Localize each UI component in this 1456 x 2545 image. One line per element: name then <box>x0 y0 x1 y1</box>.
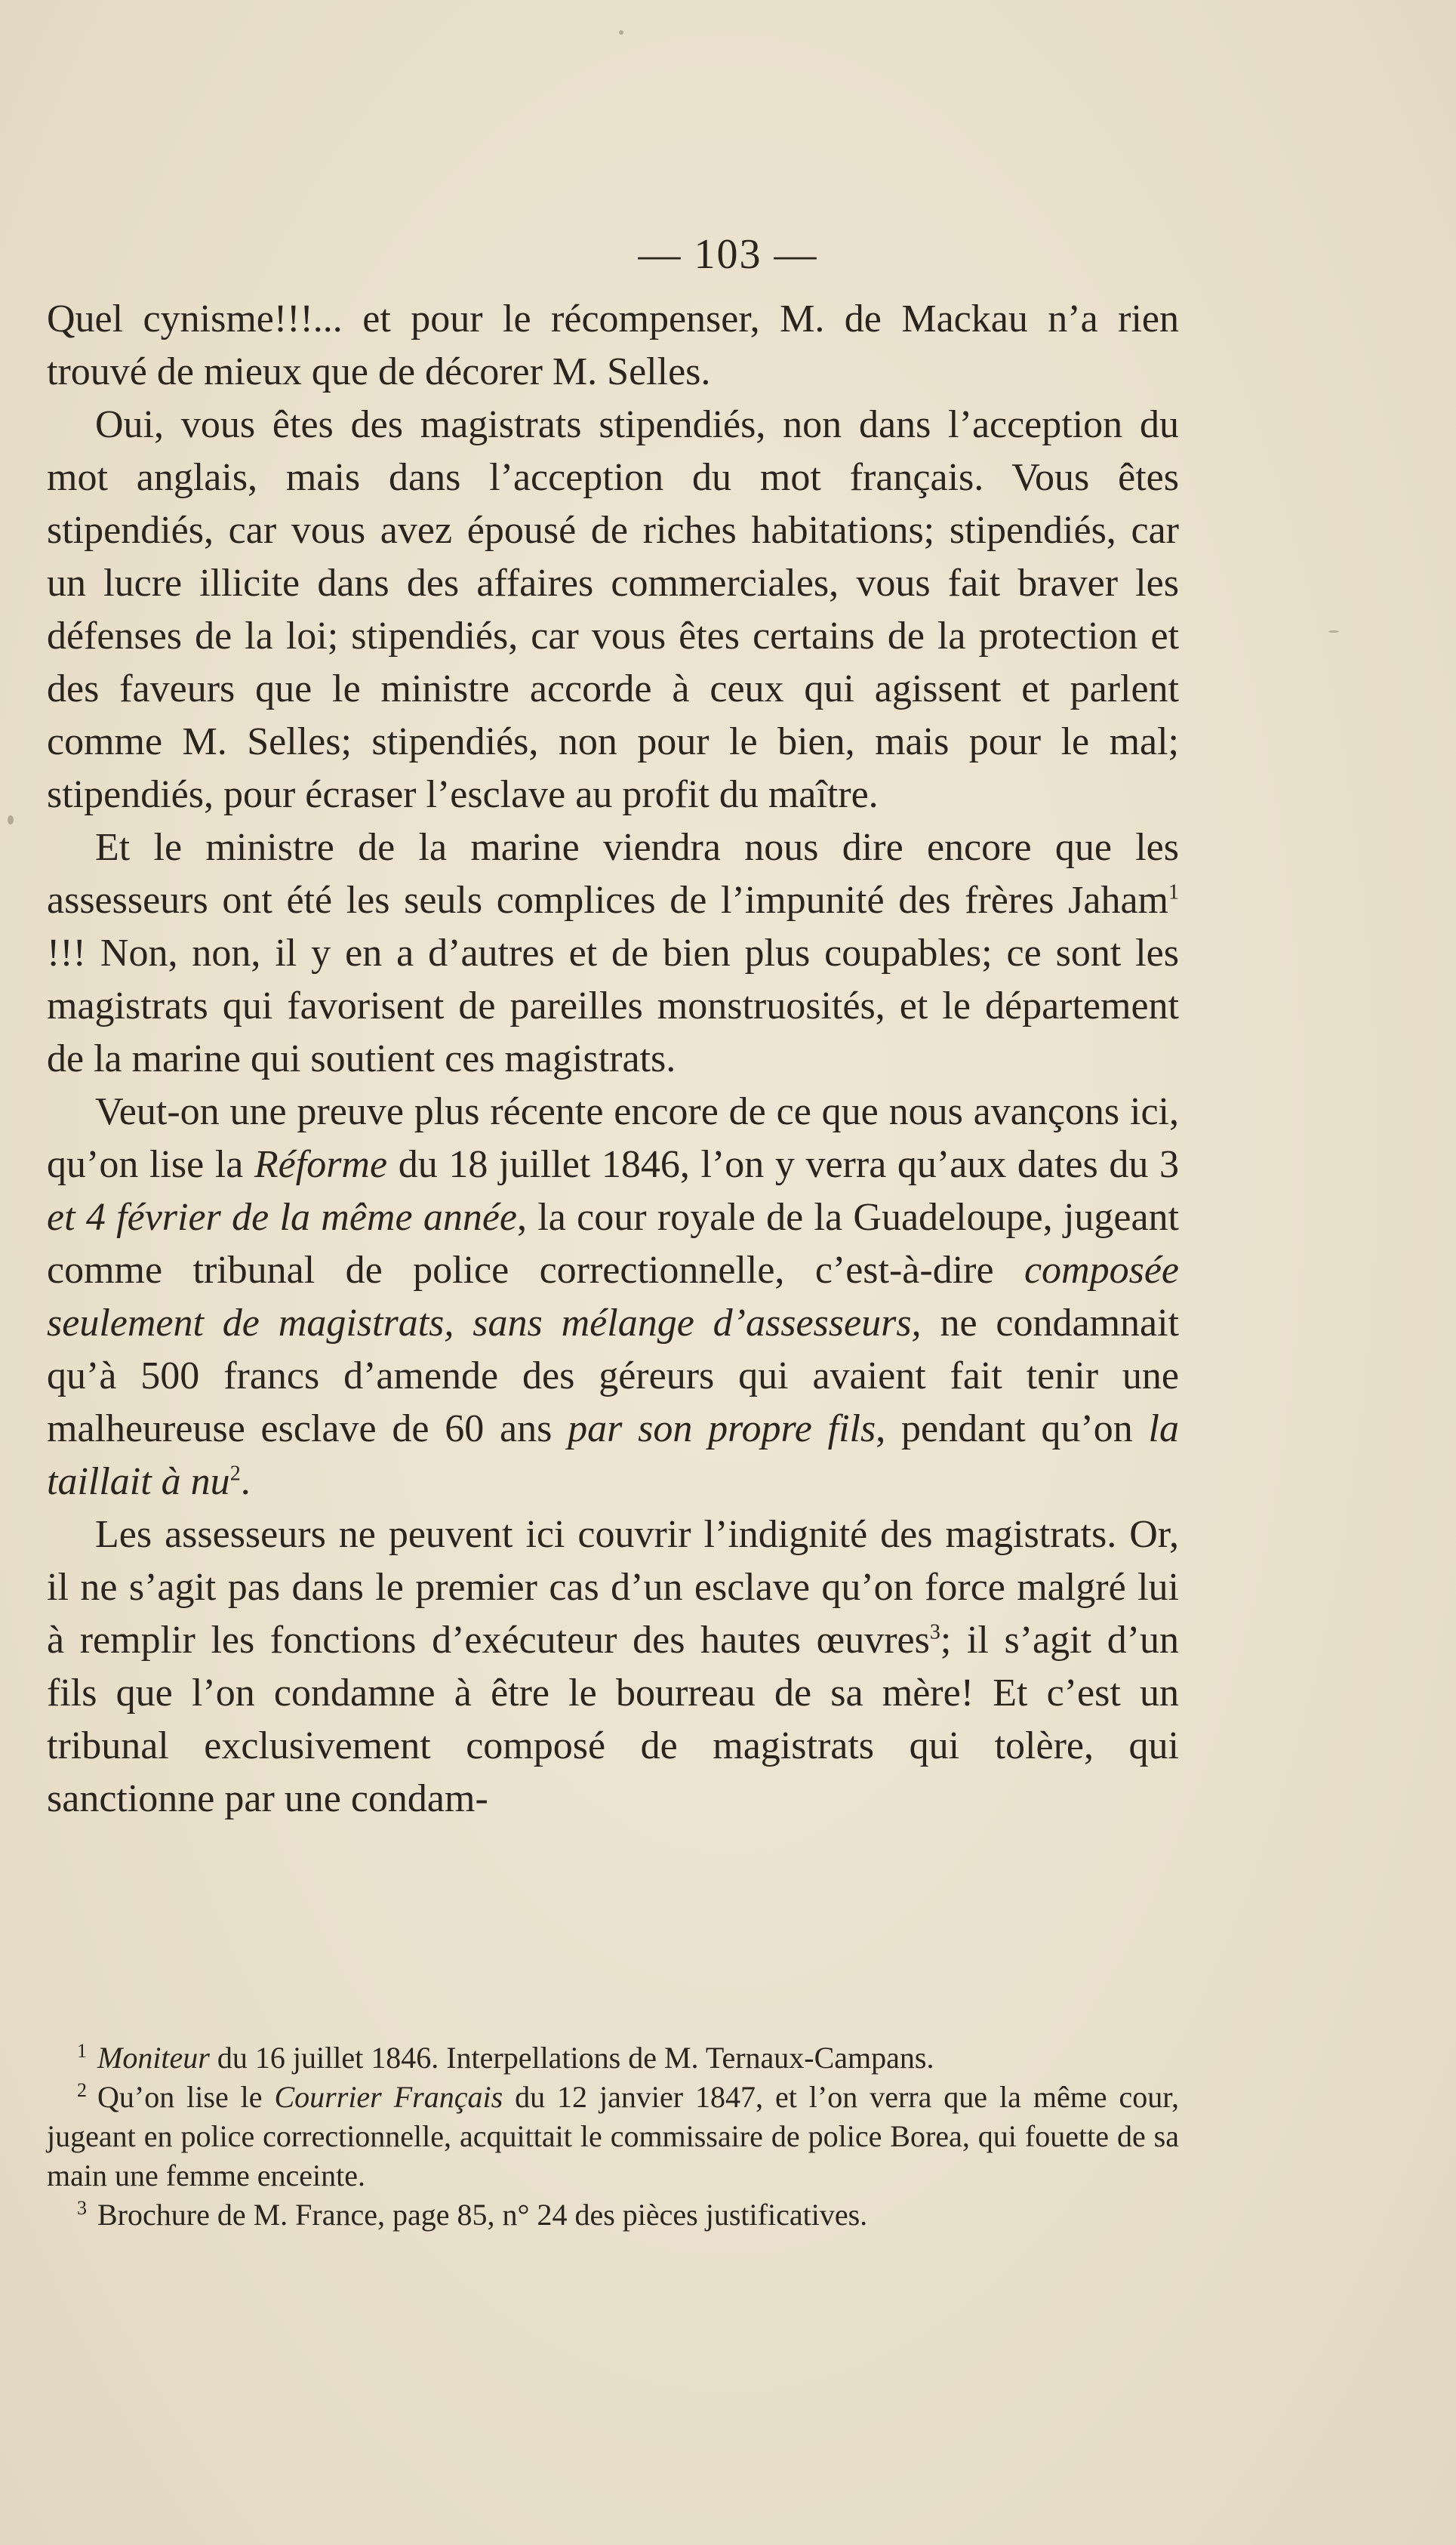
text-run: Et le ministre de la marine viendra nous dire encore que les assesseurs ont été les seuls complices de l’impunité des frères Jaham <box>47 826 1179 922</box>
footnote-reference: 1 <box>1168 880 1179 904</box>
footnote-reference: 2 <box>229 1462 241 1486</box>
text-run: Qu’on lise le <box>97 2080 275 2114</box>
paragraph <box>47 1508 1179 1826</box>
footnote-mark: 3 <box>77 2196 87 2219</box>
paragraph <box>47 1086 1179 1508</box>
text-run: du 18 juillet 1846, l’on y verra qu’aux dates du 3 <box>387 1143 1179 1186</box>
text-run: Veut-on une preuve plus récente encore de ce que nous avançons ici, qu’on lise la <box>47 1090 1179 1186</box>
text-run: ; il s’agit d’un fils que l’on condamne à être le bourreau de sa mère! Et c’est un tribunal exclusivement composé de magistrats qui tolère, qui sanctionne par une condam- <box>47 1619 1180 1820</box>
italic-text: et 4 février de la même année <box>47 1196 518 1239</box>
text-run: Les assesseurs ne peuvent ici couvrir l’indignité des magistrats. Or, il ne s’agit pas dans le premier cas d’un esclave qu’on force malgré lui à remplir les fonctions d’exécuteur des hautes œuvres <box>47 1513 1179 1662</box>
footnote <box>47 2195 1179 2235</box>
text-run: du 12 janvier 1847, et l’on verra que la même cour, jugeant en police correctionnelle, acquittait le commissaire de police Borea, qui fouette de sa main une femme enceinte. <box>47 2080 1179 2192</box>
italic-text: composée seulement de magistrats, sans mélange d’assesseurs, <box>47 1249 1179 1345</box>
text-run: du 16 juillet 1846. Interpellations de M. Ternaux-Campans. <box>209 2041 934 2075</box>
italic-text: Moniteur <box>97 2041 210 2075</box>
text-run: ne condamnait qu’à 500 francs d’amende des géreurs qui avaient fait tenir une malheureuse esclave de 60 ans <box>47 1302 1179 1450</box>
text-run: . <box>240 1460 251 1503</box>
text-run: Brochure de M. France, page 85, n° 24 des pièces justificatives. <box>97 2198 868 2232</box>
italic-text: la taillait à nu <box>47 1407 1179 1503</box>
body-text <box>47 293 1179 1826</box>
footnotes <box>47 2038 1179 2235</box>
footnote-reference: 3 <box>929 1620 940 1644</box>
text-run: !!! Non, non, il y en a d’autres et de bien plus coupables; ce sont les magistrats qui favorisent de pareilles monstruosités, et le département de la marine qui soutient ces magistrats. <box>47 932 1179 1080</box>
italic-text: Réforme <box>254 1143 388 1186</box>
footnote-mark: 2 <box>77 2078 87 2101</box>
text-run: Oui, vous êtes des magistrats stipendiés, non dans l’acception du mot anglais, mais dans l’acception du mot français. Vous êtes stipendiés, car vous avez épousé de riches habitations; stipendiés, car un lucre illicite dans des affaires commerciales, vous fait braver les défenses de la loi; stipendiés, car vous êtes certains de la protection et des faveurs que le ministre accorde à ceux qui agissent et parlent comme M. Selles; stipendiés, non pour le bien, mais pour le mal; stipendiés, pour écraser l’esclave au profit du maître. <box>47 403 1179 816</box>
italic-text: par son propre fils <box>568 1407 876 1450</box>
text-run: Quel cynisme!!!... et pour le récompenser, M. de Mackau n’a rien trouvé de mieux que de décorer M. Selles. <box>47 297 1179 393</box>
page-number: — 103 — <box>638 231 818 278</box>
paper-speck <box>1328 630 1339 633</box>
text-run: , pendant qu’on <box>876 1407 1149 1450</box>
paragraph <box>47 399 1179 821</box>
footnote <box>47 2078 1179 2195</box>
paper-speck <box>8 815 14 824</box>
footnote-mark: 1 <box>77 2039 87 2062</box>
text-run: , la cour royale de la Guadeloupe, jugeant comme tribunal de police correctionnelle, c’est-à-dire <box>47 1196 1180 1292</box>
italic-text: Courrier Français <box>274 2080 503 2114</box>
paper-speck <box>619 30 623 35</box>
paragraph <box>47 293 1179 399</box>
paragraph <box>47 821 1179 1086</box>
footnote <box>47 2038 1179 2078</box>
